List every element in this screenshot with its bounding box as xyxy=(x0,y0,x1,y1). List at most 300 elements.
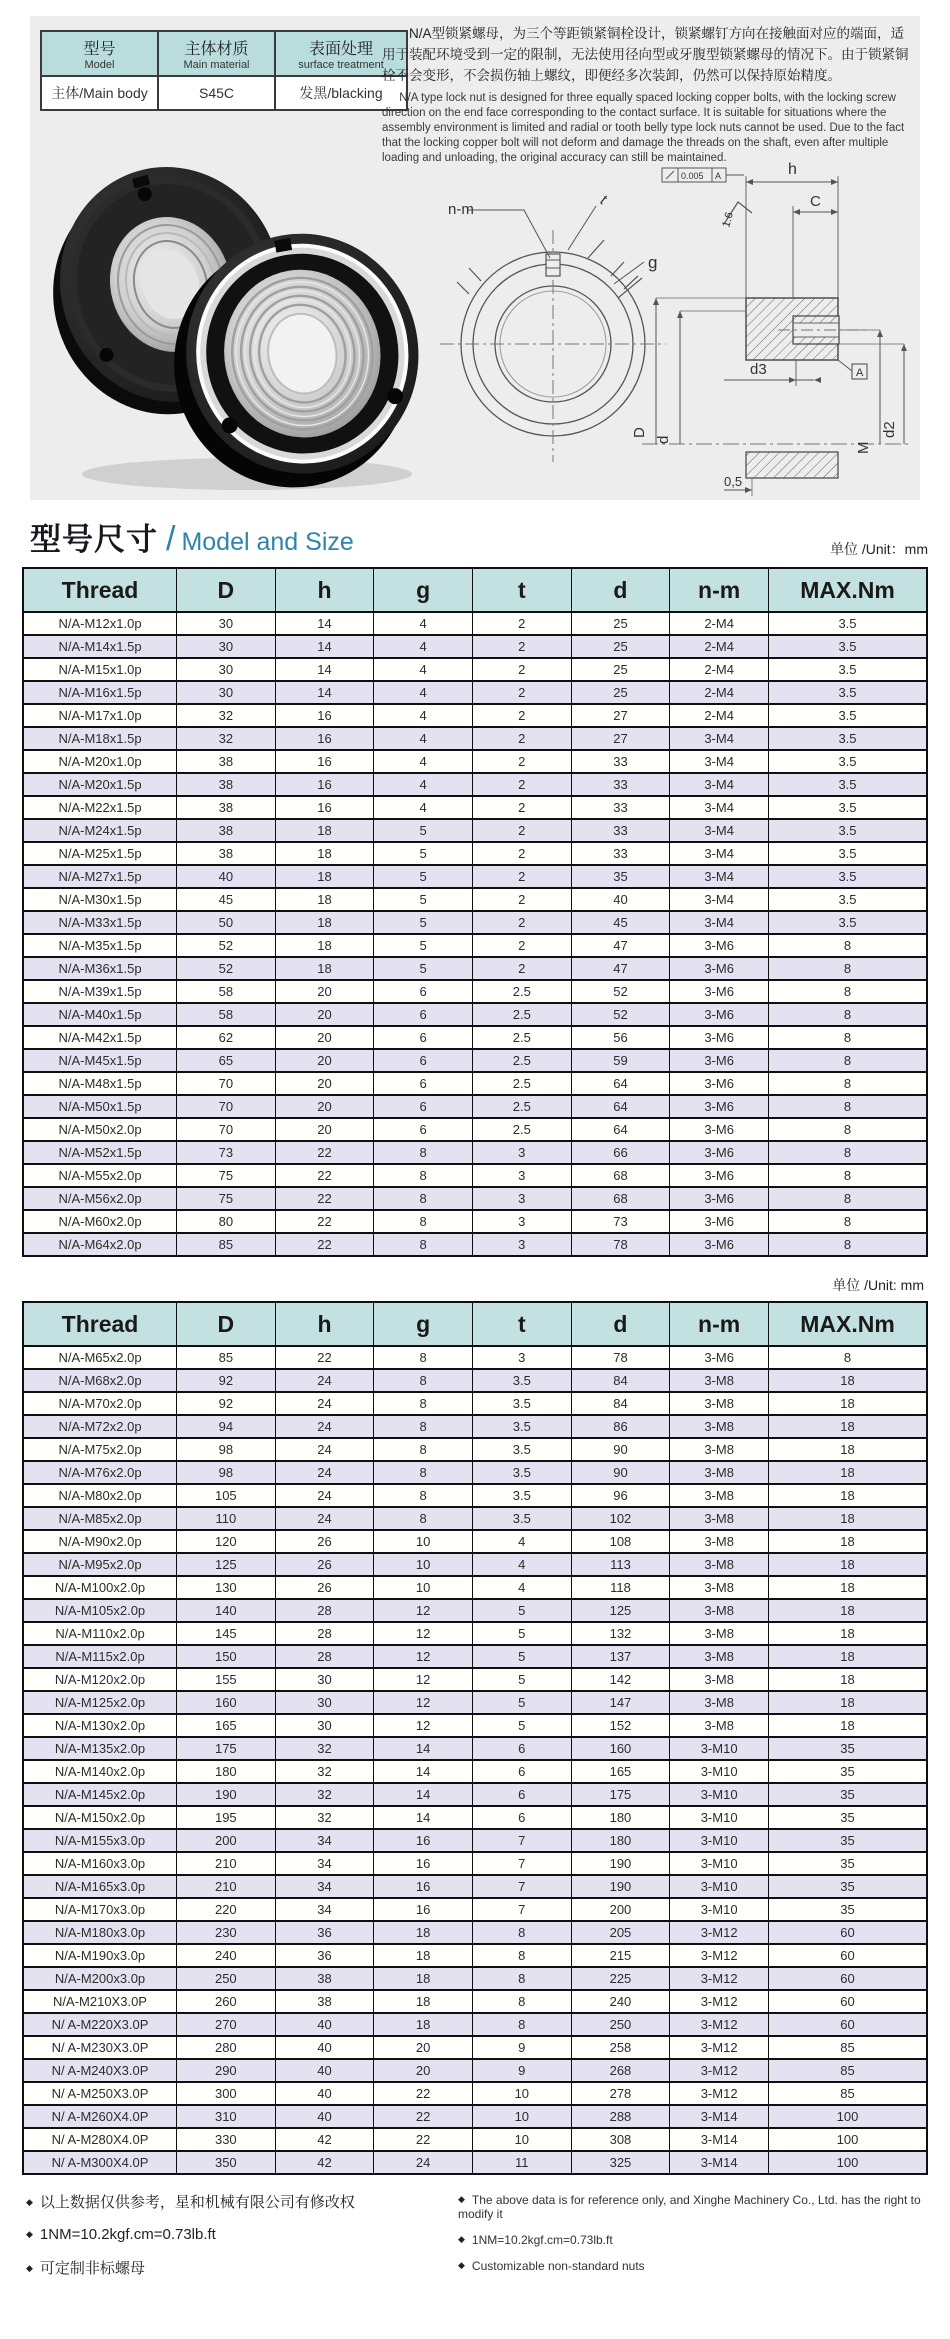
table-row xyxy=(23,1210,927,1233)
table-cell: 18 xyxy=(769,1622,928,1645)
column-header: MAX.Nm xyxy=(769,1302,928,1346)
table-row xyxy=(23,1233,927,1256)
table-cell: 10 xyxy=(472,2105,571,2128)
table-cell: 30 xyxy=(177,635,276,658)
table-cell: 96 xyxy=(571,1484,670,1507)
table-cell: 137 xyxy=(571,1645,670,1668)
table-cell: 8 xyxy=(769,980,928,1003)
table-cell: 22 xyxy=(374,2105,473,2128)
table-cell: 9 xyxy=(472,2036,571,2059)
table-cell: 250 xyxy=(571,2013,670,2036)
label-recess: 0,5 xyxy=(724,474,743,489)
table-cell: 25 xyxy=(571,681,670,704)
table-cell: 3-M8 xyxy=(670,1576,769,1599)
table-row xyxy=(23,1714,927,1737)
table-cell: 6 xyxy=(374,1026,473,1049)
footnotes-english xyxy=(458,2191,928,2285)
table-cell: 3-M8 xyxy=(670,1645,769,1668)
table-cell: N/ A-M230X3.0P xyxy=(23,2036,177,2059)
table-cell: 3-M6 xyxy=(670,1210,769,1233)
table-cell: 18 xyxy=(769,1691,928,1714)
table-cell: N/A-M155x3.0p xyxy=(23,1829,177,1852)
table-row xyxy=(23,1484,927,1507)
table-cell: N/A-M30x1.5p xyxy=(23,888,177,911)
table-row xyxy=(23,612,927,635)
table-cell: 205 xyxy=(571,1921,670,1944)
table-cell: 20 xyxy=(275,1026,374,1049)
table-cell: 18 xyxy=(769,1576,928,1599)
material-info-table xyxy=(40,30,408,111)
table-cell: 2 xyxy=(472,819,571,842)
table-cell: 200 xyxy=(571,1898,670,1921)
table-row xyxy=(23,1737,927,1760)
column-header: MAX.Nm xyxy=(769,568,928,612)
table-cell: 18 xyxy=(769,1392,928,1415)
table-cell: 3.5 xyxy=(769,911,928,934)
table-cell: 14 xyxy=(275,635,374,658)
table-cell: 16 xyxy=(275,727,374,750)
table-cell: 47 xyxy=(571,934,670,957)
table-cell: 27 xyxy=(571,704,670,727)
table-cell: 18 xyxy=(275,819,374,842)
table-cell: 33 xyxy=(571,819,670,842)
table-row xyxy=(23,2151,927,2174)
info-header-model xyxy=(41,31,158,76)
table-cell: 22 xyxy=(374,2128,473,2151)
table-cell: N/A-M40x1.5p xyxy=(23,1003,177,1026)
table-cell: 12 xyxy=(374,1714,473,1737)
table-row xyxy=(23,1003,927,1026)
table-row xyxy=(23,1118,927,1141)
table-cell: 7 xyxy=(472,1898,571,1921)
table-row xyxy=(23,2082,927,2105)
table-cell: 8 xyxy=(769,1187,928,1210)
unit-label-2: 单位 /Unit: mm xyxy=(832,1277,924,1293)
table-cell: 8 xyxy=(374,1210,473,1233)
column-header: h xyxy=(275,1302,374,1346)
table-row xyxy=(23,1645,927,1668)
table-cell: 4 xyxy=(472,1530,571,1553)
product-photo xyxy=(32,112,432,500)
table-cell: 8 xyxy=(769,1095,928,1118)
table-cell: 12 xyxy=(374,1622,473,1645)
table-cell: 132 xyxy=(571,1622,670,1645)
table-cell: 8 xyxy=(374,1392,473,1415)
table-cell: N/A-M150x2.0p xyxy=(23,1806,177,1829)
table-cell: 3-M6 xyxy=(670,1346,769,1369)
label-roughness: 1.6 xyxy=(720,210,736,229)
table-cell: 26 xyxy=(275,1553,374,1576)
label-c: C xyxy=(810,193,821,210)
table-cell: 4 xyxy=(374,704,473,727)
unit-label-1: 单位 /Unit：mm xyxy=(830,541,928,557)
table-cell: 20 xyxy=(275,1049,374,1072)
table-cell: 18 xyxy=(374,1967,473,1990)
table-cell: 8 xyxy=(472,1944,571,1967)
table-cell: 70 xyxy=(177,1072,276,1095)
table-cell: 5 xyxy=(374,957,473,980)
table-row xyxy=(23,2013,927,2036)
table-cell: 85 xyxy=(769,2059,928,2082)
table-cell: 3-M14 xyxy=(670,2128,769,2151)
table-cell: N/A-M200x3.0p xyxy=(23,1967,177,1990)
table-cell: 3-M14 xyxy=(670,2105,769,2128)
table-row xyxy=(23,635,927,658)
table-cell: N/A-M22x1.5p xyxy=(23,796,177,819)
table-cell: 3-M10 xyxy=(670,1783,769,1806)
table-cell: 12 xyxy=(374,1668,473,1691)
table-cell: 60 xyxy=(769,1990,928,2013)
table-cell: 14 xyxy=(275,681,374,704)
section-drawing xyxy=(628,148,920,500)
table-cell: 180 xyxy=(571,1806,670,1829)
table-cell: 90 xyxy=(571,1438,670,1461)
table-cell: N/A-M20x1.0p xyxy=(23,750,177,773)
table-cell: 33 xyxy=(571,796,670,819)
table-cell: 2 xyxy=(472,865,571,888)
table-cell: 38 xyxy=(275,1990,374,2013)
table-cell: N/A-M125x2.0p xyxy=(23,1691,177,1714)
table-cell: 20 xyxy=(275,980,374,1003)
table-cell: 33 xyxy=(571,842,670,865)
table-cell: 3-M6 xyxy=(670,1233,769,1256)
table-cell: N/A-M105x2.0p xyxy=(23,1599,177,1622)
table-row xyxy=(23,1553,927,1576)
table-cell: 38 xyxy=(177,750,276,773)
table-cell: 18 xyxy=(275,911,374,934)
label-M: M xyxy=(855,441,872,454)
table-cell: 3-M6 xyxy=(670,1026,769,1049)
diamond-bullet-icon: ◆ xyxy=(26,2229,33,2239)
table-row xyxy=(23,1026,927,1049)
table-cell: 30 xyxy=(177,612,276,635)
product-overview-panel xyxy=(30,16,920,500)
table-cell: N/A-M42x1.5p xyxy=(23,1026,177,1049)
footnote-item: ◆ 1NM=10.2kgf.cm=0.73lb.ft xyxy=(458,2233,613,2247)
table-cell: 20 xyxy=(275,1095,374,1118)
table-cell: 16 xyxy=(275,704,374,727)
table-cell: 3-M8 xyxy=(670,1461,769,1484)
table-row xyxy=(23,1990,927,2013)
table-cell: 3.5 xyxy=(769,888,928,911)
table-cell: 2 xyxy=(472,796,571,819)
table-cell: 8 xyxy=(374,1233,473,1256)
table-cell: N/A-M160x3.0p xyxy=(23,1852,177,1875)
table-cell: 8 xyxy=(374,1346,473,1369)
column-header: d xyxy=(571,568,670,612)
table-cell: 16 xyxy=(374,1852,473,1875)
footnote-item: ◆ 可定制非标螺母 xyxy=(26,2260,145,2277)
table-cell: 18 xyxy=(769,1645,928,1668)
table-cell: 6 xyxy=(472,1783,571,1806)
size-table-header-row xyxy=(23,1302,927,1346)
table-cell: 35 xyxy=(769,1760,928,1783)
table-cell: 2 xyxy=(472,888,571,911)
table-cell: 22 xyxy=(275,1233,374,1256)
table-cell: 8 xyxy=(472,1990,571,2013)
table-cell: N/A-M145x2.0p xyxy=(23,1783,177,1806)
table-cell: 3-M6 xyxy=(670,1095,769,1118)
info-header-model-en: Model xyxy=(84,59,115,71)
table-cell: 8 xyxy=(374,1415,473,1438)
table-cell: 2.5 xyxy=(472,1049,571,1072)
table-cell: 75 xyxy=(177,1187,276,1210)
table-cell: 18 xyxy=(374,1921,473,1944)
table-cell: N/A-M45x1.5p xyxy=(23,1049,177,1072)
table-cell: 18 xyxy=(769,1415,928,1438)
table-cell: 2.5 xyxy=(472,1003,571,1026)
table-cell: 220 xyxy=(177,1898,276,1921)
table-cell: 3.5 xyxy=(472,1415,571,1438)
table-cell: 3.5 xyxy=(769,681,928,704)
table-cell: 4 xyxy=(374,612,473,635)
table-cell: 3-M8 xyxy=(670,1415,769,1438)
table-cell: 350 xyxy=(177,2151,276,2174)
size-table-part2 xyxy=(22,1301,928,2175)
table-cell: 20 xyxy=(374,2036,473,2059)
table-cell: 3.5 xyxy=(472,1369,571,1392)
table-cell: 68 xyxy=(571,1187,670,1210)
table-cell: 8 xyxy=(769,1003,928,1026)
table-cell: 4 xyxy=(374,750,473,773)
table-cell: 24 xyxy=(275,1392,374,1415)
label-n-m: n-m xyxy=(448,201,474,218)
table-row xyxy=(23,1691,927,1714)
table-cell: 100 xyxy=(769,2151,928,2174)
table-cell: 3 xyxy=(472,1164,571,1187)
diamond-bullet-icon: ◆ xyxy=(458,2234,465,2244)
table-cell: 12 xyxy=(374,1599,473,1622)
table-cell: 16 xyxy=(275,773,374,796)
table-row xyxy=(23,1898,927,1921)
table-row xyxy=(23,1369,927,1392)
table-cell: 8 xyxy=(374,1507,473,1530)
label-D: D xyxy=(631,427,648,438)
table-cell: 98 xyxy=(177,1438,276,1461)
table-row xyxy=(23,1944,927,1967)
table-row xyxy=(23,1187,927,1210)
table-cell: 20 xyxy=(275,1072,374,1095)
table-row xyxy=(23,980,927,1003)
table-cell: 3-M8 xyxy=(670,1484,769,1507)
table-cell: 6 xyxy=(374,1095,473,1118)
table-cell: 6 xyxy=(472,1737,571,1760)
table-cell: 45 xyxy=(177,888,276,911)
table-cell: 3 xyxy=(472,1210,571,1233)
column-header: n-m xyxy=(670,568,769,612)
table-row xyxy=(23,1461,927,1484)
table-cell: 8 xyxy=(769,1072,928,1095)
table-cell: 145 xyxy=(177,1622,276,1645)
table-cell: 50 xyxy=(177,911,276,934)
column-header: t xyxy=(472,568,571,612)
table-cell: 9 xyxy=(472,2059,571,2082)
table-cell: 240 xyxy=(177,1944,276,1967)
table-cell: 18 xyxy=(275,842,374,865)
table-cell: 34 xyxy=(275,1829,374,1852)
column-header: t xyxy=(472,1302,571,1346)
table-cell: 98 xyxy=(177,1461,276,1484)
table-cell: 52 xyxy=(571,980,670,1003)
label-g: g xyxy=(648,253,658,272)
table-cell: 6 xyxy=(374,1118,473,1141)
table-cell: 7 xyxy=(472,1852,571,1875)
column-header: d xyxy=(571,1302,670,1346)
description-english: N/A type lock nut is designed for three equally spaced locking copper bolts, with the locking screw direction on the end face corresponding to the contact surface. It is suitable for situations where the assembly environment is limited and radial or tooth belly type lock nuts cannot be used. Due to the fact that the locking copper bolt will not deform and damage the threads on the shaft, even after multiple loading and unloading, the original accuracy can still be maintained. xyxy=(382,91,905,164)
title-chinese: 型号尺寸 xyxy=(30,522,158,557)
table-cell: 5 xyxy=(472,1714,571,1737)
table-cell: 125 xyxy=(571,1599,670,1622)
table-cell: 8 xyxy=(769,1049,928,1072)
table-row xyxy=(23,1530,927,1553)
table-cell: N/A-M18x1.5p xyxy=(23,727,177,750)
table-cell: 2.5 xyxy=(472,1118,571,1141)
size-table-header-row xyxy=(23,568,927,612)
table-cell: 5 xyxy=(374,934,473,957)
table-cell: N/A-M55x2.0p xyxy=(23,1164,177,1187)
table-row xyxy=(23,704,927,727)
table-cell: 195 xyxy=(177,1806,276,1829)
diamond-bullet-icon: ◆ xyxy=(458,2260,465,2270)
table-cell: N/A-M33x1.5p xyxy=(23,911,177,934)
column-header: D xyxy=(177,1302,276,1346)
table-cell: 3-M6 xyxy=(670,1003,769,1026)
table-cell: 78 xyxy=(571,1346,670,1369)
table-cell: 3-M4 xyxy=(670,727,769,750)
table-row xyxy=(23,2036,927,2059)
table-cell: 18 xyxy=(275,957,374,980)
table-cell: 5 xyxy=(472,1599,571,1622)
table-cell: 3.5 xyxy=(769,773,928,796)
column-header: g xyxy=(374,1302,473,1346)
table-cell: N/A-M180x3.0p xyxy=(23,1921,177,1944)
table-cell: 3-M10 xyxy=(670,1806,769,1829)
table-cell: 60 xyxy=(769,1944,928,1967)
info-header-surface-en: surface treatment xyxy=(298,59,384,71)
table-cell: 2-M4 xyxy=(670,658,769,681)
table-cell: 5 xyxy=(472,1622,571,1645)
table-cell: 3-M12 xyxy=(670,2082,769,2105)
table-cell: 66 xyxy=(571,1141,670,1164)
table-cell: 3-M8 xyxy=(670,1691,769,1714)
diamond-bullet-icon: ◆ xyxy=(458,2194,465,2204)
table-cell: 3-M6 xyxy=(670,934,769,957)
table-cell: 38 xyxy=(177,842,276,865)
table-cell: 180 xyxy=(571,1829,670,1852)
title-divider: / xyxy=(166,520,176,558)
table-cell: 84 xyxy=(571,1369,670,1392)
table-cell: 30 xyxy=(275,1714,374,1737)
table-cell: N/A-M48x1.5p xyxy=(23,1072,177,1095)
table-row xyxy=(23,1599,927,1622)
table-cell: 2.5 xyxy=(472,980,571,1003)
table-cell: 28 xyxy=(275,1622,374,1645)
table-cell: 150 xyxy=(177,1645,276,1668)
table-cell: 8 xyxy=(769,1346,928,1369)
label-tolerance-datum: A xyxy=(715,171,722,181)
table-row xyxy=(23,1852,927,1875)
table-cell: 110 xyxy=(177,1507,276,1530)
footnotes xyxy=(0,2175,950,2322)
table-cell: N/A-M56x2.0p xyxy=(23,1187,177,1210)
table-cell: 64 xyxy=(571,1072,670,1095)
table-cell: 3-M12 xyxy=(670,1967,769,1990)
table-cell: 10 xyxy=(374,1576,473,1599)
column-header: n-m xyxy=(670,1302,769,1346)
table-cell: 2.5 xyxy=(472,1095,571,1118)
table-row xyxy=(23,750,927,773)
table-cell: 34 xyxy=(275,1875,374,1898)
table-cell: 3-M8 xyxy=(670,1622,769,1645)
table-cell: 12 xyxy=(374,1691,473,1714)
table-cell: 140 xyxy=(177,1599,276,1622)
table-cell: N/ A-M220X3.0P xyxy=(23,2013,177,2036)
table-cell: N/A-M27x1.5p xyxy=(23,865,177,888)
table-row xyxy=(23,2128,927,2151)
table-cell: 3 xyxy=(472,1233,571,1256)
table-cell: N/A-M76x2.0p xyxy=(23,1461,177,1484)
info-value-row xyxy=(41,76,407,110)
table-cell: 59 xyxy=(571,1049,670,1072)
label-d: d xyxy=(655,435,672,444)
description-chinese: N/A型锁紧螺母，为三个等距锁紧铜栓设计，锁紧螺钉方向在接触面对应的端面，适用于装配环境受到一定的限制，无法使用径向型或牙腹型锁紧螺母的情况下。由于锁紧铜栓不会变形，不会损伤轴上螺纹，即便经多次装卸，仍然可以保持原始精度。 xyxy=(382,26,909,83)
table-cell: 190 xyxy=(571,1852,670,1875)
table-row xyxy=(23,1438,927,1461)
table-cell: 32 xyxy=(177,704,276,727)
table-cell: 2 xyxy=(472,681,571,704)
table-cell: 25 xyxy=(571,635,670,658)
table-cell: 8 xyxy=(769,1141,928,1164)
table-cell: 5 xyxy=(472,1668,571,1691)
table-cell: 288 xyxy=(571,2105,670,2128)
table-cell: N/A-M210X3.0P xyxy=(23,1990,177,2013)
table-row xyxy=(23,957,927,980)
table-cell: 3.5 xyxy=(769,796,928,819)
table-cell: 8 xyxy=(472,2013,571,2036)
table-cell: 18 xyxy=(769,1438,928,1461)
table-row xyxy=(23,842,927,865)
table-cell: 3-M10 xyxy=(670,1898,769,1921)
table-cell: 56 xyxy=(571,1026,670,1049)
table-cell: 34 xyxy=(275,1852,374,1875)
table-cell: 3-M12 xyxy=(670,2013,769,2036)
table-row xyxy=(23,1875,927,1898)
table-cell: 18 xyxy=(275,888,374,911)
table-cell: 3-M6 xyxy=(670,1072,769,1095)
table-cell: 125 xyxy=(177,1553,276,1576)
label-tolerance: 0.005 xyxy=(681,171,704,181)
table-cell: 210 xyxy=(177,1875,276,1898)
table-cell: 8 xyxy=(769,934,928,957)
table-cell: 6 xyxy=(472,1806,571,1829)
table-cell: 3-M8 xyxy=(670,1599,769,1622)
table-cell: 4 xyxy=(374,727,473,750)
table-cell: 3-M8 xyxy=(670,1507,769,1530)
table-row xyxy=(23,681,927,704)
table-cell: 64 xyxy=(571,1095,670,1118)
table-cell: 190 xyxy=(571,1875,670,1898)
table-cell: 8 xyxy=(374,1461,473,1484)
table-cell: N/A-M165x3.0p xyxy=(23,1875,177,1898)
table-cell: 8 xyxy=(374,1164,473,1187)
table-row xyxy=(23,1783,927,1806)
table-cell: 3.5 xyxy=(769,727,928,750)
table-row xyxy=(23,1576,927,1599)
table-cell: 22 xyxy=(374,2082,473,2105)
table-cell: 20 xyxy=(374,2059,473,2082)
size-table-part1 xyxy=(22,567,928,1257)
table-cell: 3-M6 xyxy=(670,957,769,980)
